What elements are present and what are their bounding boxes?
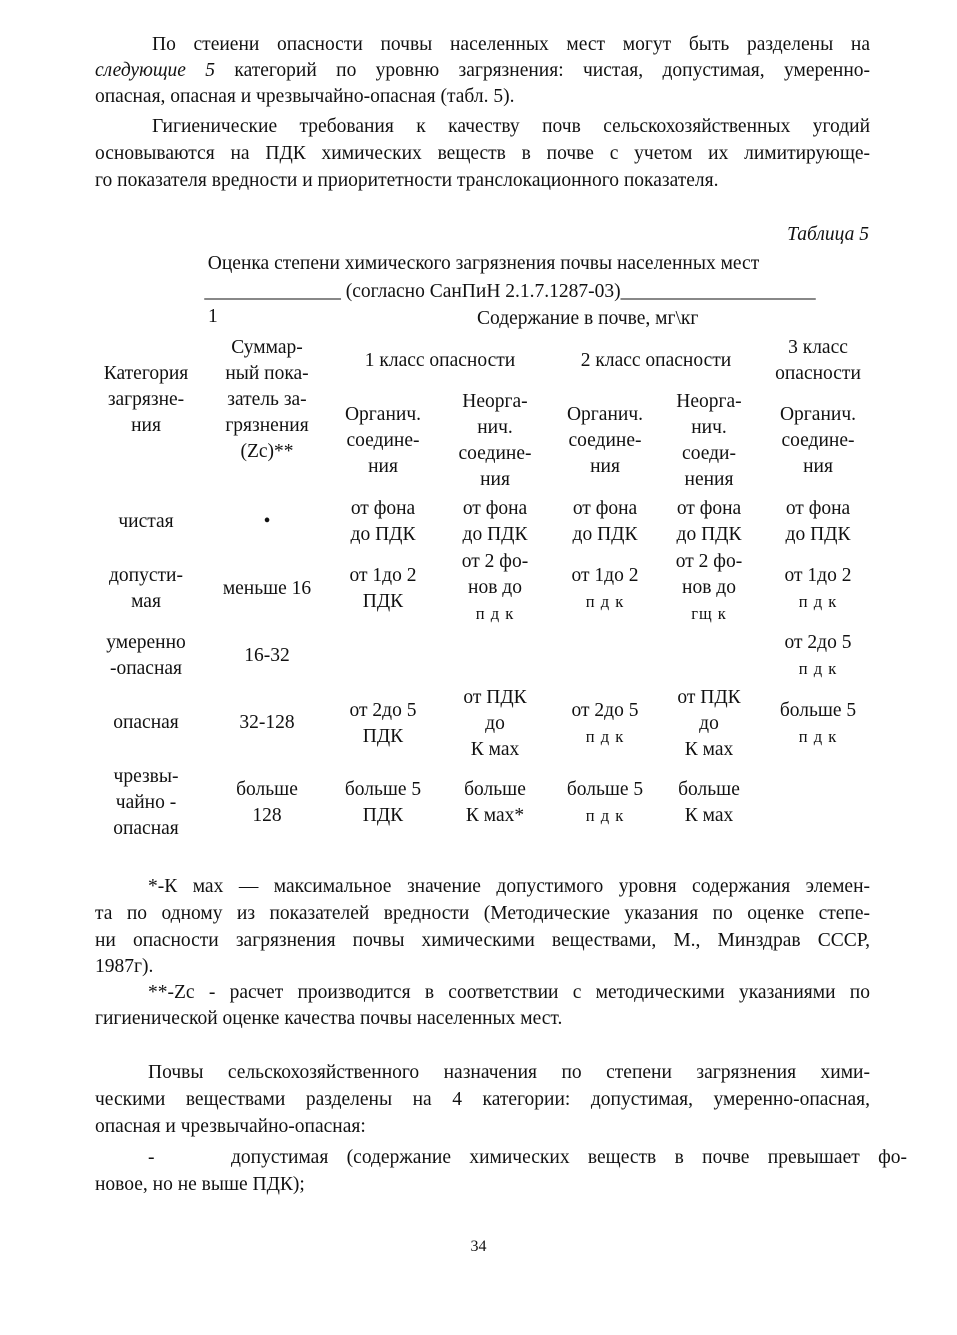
row-extreme-c4: больше К мах (678, 779, 740, 826)
row-dangerous-c2: от ПДК до К мах (463, 687, 527, 760)
intro-p2-line2: основываются на ПДК химических веществ в почве с учетом их лимитирующе- (95, 143, 870, 164)
note-kmax-line2: та по одному из показателей вредности (Методические указания по оценке степе- (95, 903, 870, 924)
row-dangerous-c5: больше 5 п д к (779, 700, 857, 746)
intro-p1-line3: опасная, опасная и чрезвычайно-опасная (табл. 5). (95, 86, 515, 107)
header-class-3: 3 класс опасности (775, 337, 861, 384)
header-category: Категория загрязне- ния (103, 363, 189, 436)
table-label: Таблица 5 (787, 224, 869, 245)
row-moderate-c5: от 2до 5 п д к (784, 632, 852, 678)
intro-italic-phrase: следующие 5 (95, 60, 216, 81)
intro-p2-line3: го показателя вредности и приоритетности транслокационного показателя. (95, 170, 719, 191)
outro-list-dash: - (148, 1147, 155, 1168)
row-clean-c2: от фона до ПДК (462, 498, 528, 545)
header-zc: Суммар- ный пока- затель за- грязнения (Zc)** (225, 337, 309, 462)
header-c2-organic: Органич. соедине- ния (566, 404, 644, 477)
row-permissible-c1: от 1до 2 ПДК (349, 565, 417, 612)
stray-column-number: 1 (208, 306, 218, 327)
note-kmax-line3: ни опасности загрязнения почвы химическими веществами, М., Минздрав СССР, (95, 930, 870, 951)
row-moderate-category: умеренно -опасная (106, 632, 186, 679)
header-class-2: 2 класс опасности (580, 350, 732, 371)
note-kmax-line4: 1987г). (95, 956, 154, 977)
outro-list-line1: допустимая (содержание химических веществ в почве превышает фо- (231, 1147, 907, 1168)
row-permissible-c5: от 1до 2 п д к (784, 565, 852, 611)
row-extreme-category: чрезвы- чайно - опасная (113, 766, 179, 839)
row-extreme-c2: больше К мах* (464, 779, 526, 826)
note-zc-line2: гигиенической оценке качества почвы населенных мест. (95, 1008, 563, 1029)
outro-list-line2: новое, но не выше ПДК); (95, 1174, 305, 1195)
row-extreme-c3: больше 5 п д к (566, 779, 644, 825)
header-class-1: 1 класс опасности (364, 350, 516, 371)
row-clean-c1: от фона до ПДК (350, 498, 416, 545)
header-c2-inorganic: Неорга- нич. соеди- нения (676, 391, 742, 490)
page-number: 34 (470, 1238, 487, 1255)
row-dangerous-zc: 32-128 (239, 712, 295, 733)
row-clean-zc: • (263, 511, 271, 532)
note-kmax-line1: *-К мах — максимальное значение допустимого уровня содержания элемен- (148, 876, 870, 897)
outro-p1-line1: Почвы сельскохозяйственного назначения по степени загрязнения хими- (148, 1062, 870, 1083)
row-extreme-c1: больше 5 ПДК (344, 779, 422, 826)
row-permissible-c3: от 1до 2 п д к (571, 565, 639, 611)
row-clean-category: чистая (118, 511, 174, 532)
table-title-standard: ______________ (согласно СанПиН 2.1.7.1287-03)____________________ (204, 281, 816, 302)
row-permissible-c2: от 2 фо- нов до п д к (461, 551, 529, 623)
row-permissible-category: допусти- мая (109, 565, 183, 612)
row-moderate-zc: 16-32 (244, 645, 290, 666)
header-c3-organic: Органич. соедине- ния (779, 404, 857, 477)
row-clean-c3: от фона до ПДК (572, 498, 638, 545)
row-permissible-c4: от 2 фо- нов до гщ к (675, 551, 743, 623)
table-title: Оценка степени химического загрязнения почвы населенных мест (207, 253, 760, 274)
row-extreme-zc: больше 128 (236, 779, 298, 826)
row-dangerous-c4: от ПДК до К мах (677, 687, 741, 760)
row-clean-c5: от фона до ПДК (785, 498, 851, 545)
intro-p1-line1: По стеиени опасности почвы населенных мест могут быть разделены на (152, 34, 870, 55)
header-c1-inorganic: Неорга- нич. соедине- ния (458, 391, 532, 490)
intro-p2-line1: Гигиенические требования к качеству почв сельскохозяйственных угодий (152, 116, 870, 137)
row-clean-c4: от фона до ПДК (676, 498, 742, 545)
note-zc-line1: **-Zc - расчет производится в соответствии с методическими указаниями по (148, 982, 870, 1003)
outro-p1-line3: опасная и чрезвычайно-опасная: (95, 1116, 366, 1137)
header-c1-organic: Органич. соедине- ния (344, 404, 422, 477)
intro-p1-line2 (95, 58, 870, 84)
intro-p1-line2-rest: категорий по уровню загрязнения: чистая, допустимая, умеренно- (234, 60, 870, 81)
content-group-header: Содержание в почве, мг\кг (477, 308, 699, 329)
row-permissible-zc: меньше 16 (222, 578, 312, 599)
outro-p1-line2: ческими веществами разделены на 4 категории: допустимая, умеренно-опасная, (95, 1089, 870, 1110)
row-dangerous-category: опасная (113, 712, 179, 733)
row-dangerous-c3: от 2до 5 п д к (571, 700, 639, 746)
row-dangerous-c1: от 2до 5 ПДК (349, 700, 417, 747)
